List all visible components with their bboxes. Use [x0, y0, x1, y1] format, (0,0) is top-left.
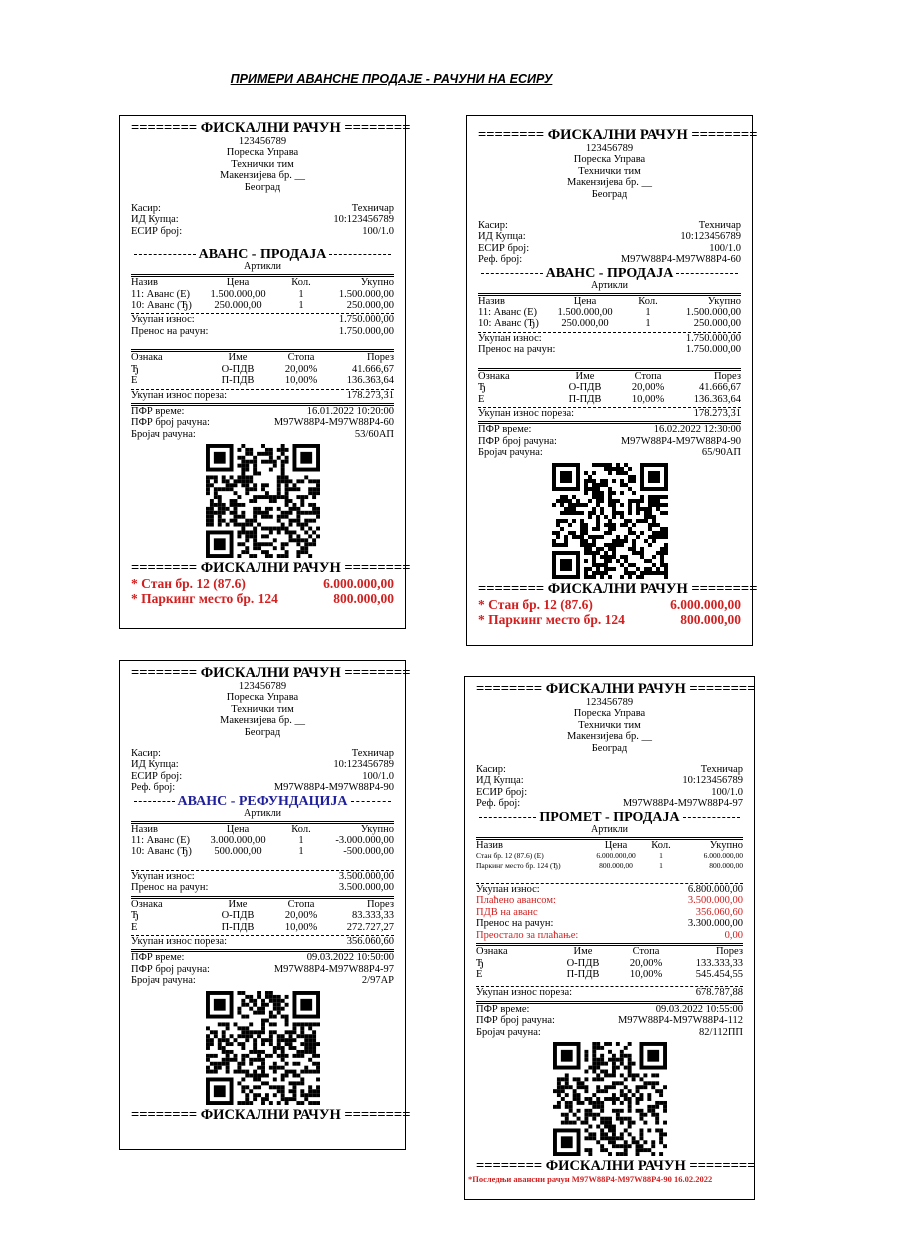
tax-header: Ознака Име Стопа Порез — [478, 370, 741, 382]
articles-label: Артикли — [243, 261, 281, 273]
esir-row: ЕСИР број: 100/1.0 — [476, 786, 743, 798]
tax-row: Е П-ПДВ 10,00% 545.454,55 — [476, 968, 743, 980]
address: Макензијева бр. __ — [567, 731, 652, 743]
items-header: Назив Цена Кол. Укупно — [131, 277, 394, 289]
cashier-row: Касир: Техничар — [478, 220, 741, 232]
org-team: Технички тим — [578, 165, 641, 177]
articles-label: Артикли — [243, 807, 281, 819]
buyer-row: ИД Купца: 10:123456789 — [476, 775, 743, 787]
tax-row: Ђ О-ПДВ 20,00% 41.666,67 — [478, 382, 741, 394]
remaining-row: Преостало за плаћање: 0,00 — [476, 929, 743, 941]
qr-code-icon — [553, 1042, 667, 1156]
items-header: Назив Цена Кол. Укупно — [131, 823, 394, 835]
tax-total-row: Укупан износ пореза: 678.787,88 — [476, 987, 743, 999]
buyer-row: ИД Купца: 10:123456789 — [478, 231, 741, 243]
tax-row: Ђ О-ПДВ 20,00% 83.333,33 — [131, 910, 394, 922]
total-row: Укупан износ: 1.750.000,00 — [478, 332, 741, 344]
section-title: АВАНС - ПРОДАЈА — [478, 266, 741, 281]
receipt-footer: ======== ФИСКАЛНИ РАЧУН ======== — [478, 580, 758, 597]
receipt-1 — [119, 115, 411, 629]
table-row: 10: Аванс (Ђ) 250.000,00 1 250.000,00 — [478, 318, 741, 330]
counter-row: Бројач рачуна: 65/90АП — [478, 447, 741, 459]
pib: 123456789 — [238, 136, 287, 147]
vat-advance-row: ПДВ на аванс 356.060,60 — [476, 906, 743, 918]
address: Макензијева бр. __ — [220, 170, 305, 182]
tax-header: Ознака Име Стопа Порез — [131, 898, 394, 910]
receipt-header: ======== ФИСКАЛНИ РАЧУН ======== — [131, 665, 411, 681]
table-row: 11: Аванс (Е) 3.000.000,00 1 -3.000.000,00 — [131, 835, 394, 847]
pfr-time-row: ПФР време: 16.01.2022 10:20:00 — [131, 405, 394, 417]
city: Београд — [591, 742, 628, 754]
table-row: Паркинг место бр. 124 (Ђ) 800.000,00 1 800.000,00 — [476, 861, 743, 871]
city: Београд — [244, 726, 281, 738]
org-team: Технички тим — [231, 158, 294, 170]
qr-code-icon — [206, 444, 320, 558]
extra-row: * Стан бр. 12 (87.6) 6.000.000,00 — [131, 576, 394, 592]
cashier-row: Касир: Техничар — [131, 748, 394, 760]
qr-code-icon — [206, 991, 320, 1105]
transfer-row: Пренос на рачун: 3.500.000,00 — [131, 882, 394, 894]
pib: 123456789 — [585, 697, 634, 708]
extra-row: * Паркинг место бр. 124 800.000,00 — [478, 611, 741, 627]
transfer-row: Пренос на рачун: 1.750.000,00 — [131, 325, 394, 337]
city: Београд — [244, 181, 281, 193]
receipt-footer: ======== ФИСКАЛНИ РАЧУН ======== — [131, 1106, 411, 1123]
pfr-time-row: ПФР време: 09.03.2022 10:50:00 — [131, 952, 394, 964]
total-row: Укупан износ: 1.750.000,00 — [131, 314, 394, 326]
tax-row: Е П-ПДВ 10,00% 272.727,27 — [131, 921, 394, 933]
esir-row: ЕСИР број: 100/1.0 — [131, 770, 394, 782]
tax-total-row: Укупан износ пореза: 356.060,60 — [131, 935, 394, 947]
pib: 123456789 — [585, 143, 634, 154]
pfr-no-row: ПФР број рачуна: M97W88P4-M97W88P4-112 — [476, 1015, 743, 1027]
org-team: Технички тим — [578, 719, 641, 731]
section-title: АВАНС - РЕФУНДАЦИЈА — [131, 794, 394, 809]
qr-code-icon — [552, 463, 668, 579]
receipt-2 — [466, 115, 758, 646]
org-team: Технички тим — [231, 703, 294, 715]
ref-row: Реф. број: M97W88P4-M97W88P4-97 — [476, 798, 743, 810]
total-row: Укупан износ: 3.500.000,00 — [131, 870, 394, 882]
ref-row: Реф. број: M97W88P4-M97W88P4-90 — [131, 782, 394, 794]
org-name: Пореска Управа — [226, 147, 299, 159]
tax-row: Е П-ПДВ 10,00% 136.363,64 — [131, 375, 394, 387]
receipt-header: ======== ФИСКАЛНИ РАЧУН ======== — [476, 681, 756, 697]
receipt-3 — [119, 660, 411, 1150]
items-header: Назив Цена Кол. Укупно — [478, 295, 741, 307]
receipt-footer: ======== ФИСКАЛНИ РАЧУН ======== — [131, 560, 411, 577]
table-row: Стан бр. 12 (87.6) (Е) 6.000.000,00 1 6.000.000,00 — [476, 851, 743, 861]
counter-row: Бројач рачуна: 2/97АР — [131, 975, 394, 987]
tax-row: Ђ О-ПДВ 20,00% 133.333,33 — [476, 957, 743, 969]
last-advance-note: *Последњи авансни рачун M97W88P4-M97W88P4-90 16.02.2022 — [468, 1173, 713, 1184]
extra-row: * Паркинг место бр. 124 800.000,00 — [131, 591, 394, 607]
org-name: Пореска Управа — [226, 692, 299, 704]
tax-row: Е П-ПДВ 10,00% 136.363,64 — [478, 393, 741, 405]
address: Макензијева бр. __ — [220, 715, 305, 727]
articles-label: Артикли — [590, 279, 628, 291]
table-row: 11: Аванс (Е) 1.500.000,00 1 1.500.000,00 — [131, 288, 394, 300]
receipt-header: ======== ФИСКАЛНИ РАЧУН ======== — [478, 127, 758, 143]
cashier-row: Касир: Техничар — [131, 203, 394, 215]
page-title: ПРИМЕРИ АВАНСНЕ ПРОДАЈЕ - РАЧУНИ НА ЕСИРУ — [230, 72, 553, 86]
receipt-4 — [464, 676, 755, 1200]
tax-row: Ђ О-ПДВ 20,00% 41.666,67 — [131, 363, 394, 375]
tax-header: Ознака Име Стопа Порез — [476, 946, 743, 958]
pfr-no-row: ПФР број рачуна: M97W88P4-M97W88P4-60 — [131, 417, 394, 429]
pfr-time-row: ПФР време: 16.02.2022 12:30:00 — [478, 424, 741, 436]
table-row: 10: Аванс (Ђ) 250.000,00 1 250.000,00 — [131, 300, 394, 312]
section-title: АВАНС - ПРОДАЈА — [131, 247, 394, 262]
esir-row: ЕСИР број: 100/1.0 — [131, 225, 394, 237]
counter-row: Бројач рачуна: 82/112ПП — [476, 1026, 743, 1038]
total-row: Укупан износ: 6.800.000,00 — [476, 884, 743, 896]
tax-header: Ознака Име Стопа Порез — [131, 352, 394, 364]
org-name: Пореска Управа — [573, 154, 646, 166]
paid-advance-row: Плаћено авансом: 3.500.000,00 — [476, 895, 743, 907]
esir-row: ЕСИР број: 100/1.0 — [478, 242, 741, 254]
table-row: 10: Аванс (Ђ) 500.000,00 1 -500.000,00 — [131, 846, 394, 858]
address: Макензијева бр. __ — [567, 177, 652, 189]
city: Београд — [591, 188, 628, 200]
tax-total-row: Укупан износ пореза: 178.273,31 — [131, 389, 394, 401]
receipt-header: ======== ФИСКАЛНИ РАЧУН ======== — [131, 120, 411, 136]
buyer-row: ИД Купца: 10:123456789 — [131, 214, 394, 226]
buyer-row: ИД Купца: 10:123456789 — [131, 759, 394, 771]
counter-row: Бројач рачуна: 53/60АП — [131, 428, 394, 440]
articles-label: Артикли — [590, 823, 628, 835]
pfr-no-row: ПФР број рачуна: M97W88P4-M97W88P4-90 — [478, 435, 741, 447]
transfer-row: Пренос на рачун: 3.300.000,00 — [476, 918, 743, 930]
tax-total-row: Укупан износ пореза: 178.273,31 — [478, 407, 741, 419]
cashier-row: Касир: Техничар — [476, 764, 743, 776]
receipt-footer: ======== ФИСКАЛНИ РАЧУН ======== — [476, 1157, 756, 1174]
table-row: 11: Аванс (Е) 1.500.000,00 1 1.500.000,00 — [478, 307, 741, 319]
pfr-time-row: ПФР време: 09.03.2022 10:55:00 — [476, 1003, 743, 1015]
section-title: ПРОМЕТ - ПРОДАЈА — [476, 810, 743, 825]
pfr-no-row: ПФР број рачуна: M97W88P4-M97W88P4-97 — [131, 963, 394, 975]
extra-row: * Стан бр. 12 (87.6) 6.000.000,00 — [478, 596, 741, 612]
ref-row: Реф. број: M97W88P4-M97W88P4-60 — [478, 254, 741, 266]
items-header: Назив Цена Кол. Укупно — [476, 839, 743, 851]
pib: 123456789 — [238, 681, 287, 692]
org-name: Пореска Управа — [573, 708, 646, 720]
transfer-row: Пренос на рачун: 1.750.000,00 — [478, 344, 741, 356]
